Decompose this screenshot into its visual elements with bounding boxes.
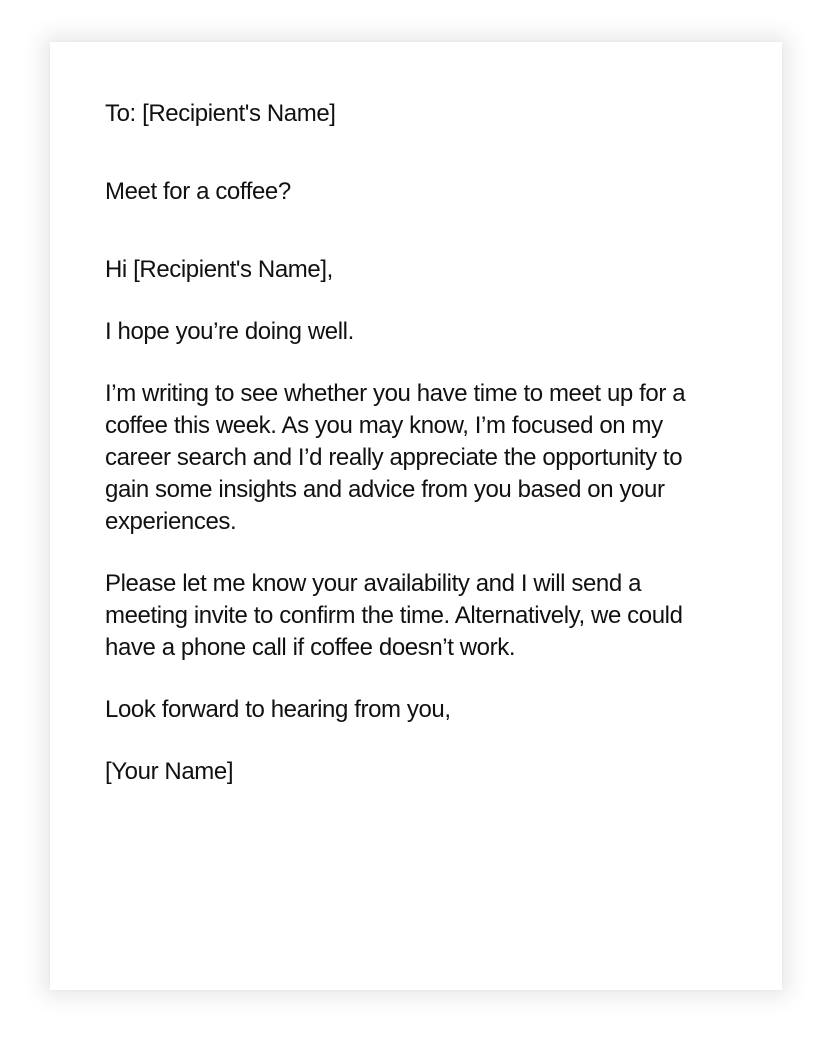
recipient-line: To: [Recipient's Name] bbox=[105, 100, 336, 127]
closing-line: Look forward to hearing from you, bbox=[105, 696, 451, 723]
letter-paper bbox=[50, 42, 782, 990]
paragraph-request: I’m writing to see whether you have time to meet up for a coffee this week. As you may know, I’m focused on my career search and I’d really appreciate the opportunity to gain some insights and advice from you based on your experiences. bbox=[105, 380, 692, 535]
paragraph-availability: Please let me know your availability and I will send a meeting invite to confirm the time. Alternatively, we could have a phone call if coffee doesn’t work. bbox=[105, 570, 689, 661]
subject-line: Meet for a coffee? bbox=[105, 178, 291, 205]
greeting: Hi [Recipient's Name], bbox=[105, 256, 333, 283]
letter-body bbox=[105, 98, 715, 788]
signature: [Your Name] bbox=[105, 758, 234, 785]
paragraph-opening: I hope you’re doing well. bbox=[105, 318, 354, 345]
